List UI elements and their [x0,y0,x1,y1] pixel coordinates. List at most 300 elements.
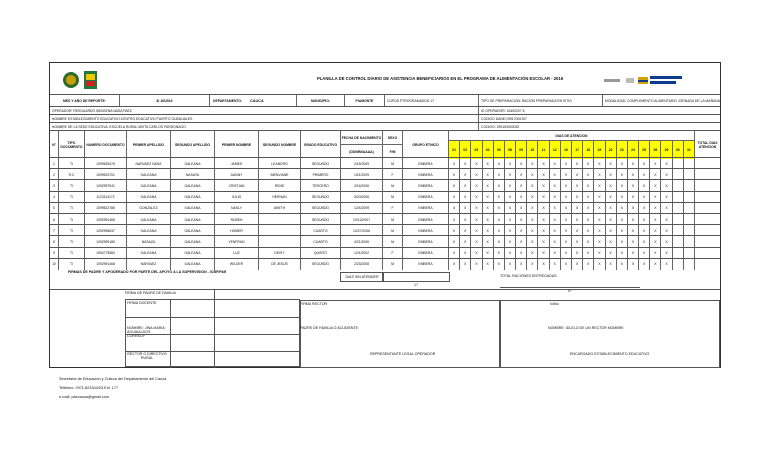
attendance-mark[interactable]: X [627,192,638,203]
attendance-mark[interactable]: X [560,214,571,225]
attendance-mark[interactable]: X [482,158,493,169]
day-header-19: 19 [593,141,604,159]
attendance-mark[interactable]: X [616,236,627,247]
attendance-mark[interactable]: X [660,203,671,214]
attendance-mark[interactable]: X [560,192,571,203]
day-header-31: 31 [683,141,694,159]
total-entregado: TOTAL RACIONES ENTREGADAS [500,274,557,278]
attendance-mark[interactable]: X [448,180,459,191]
cell-n2: DE JESUS [258,259,300,270]
attendance-mark[interactable]: X [627,180,638,191]
attendance-mark[interactable]: X [504,180,515,191]
cell-a2: GALEANA [170,203,214,214]
total-cell [694,259,720,270]
cell-n2: DEISY [258,248,300,259]
attendance-mark[interactable]: X [660,236,671,247]
attendance-mark[interactable]: X [560,158,571,169]
cell-grado: SEGUNDO [300,158,340,169]
attendance-mark[interactable]: X [537,180,548,191]
attendance-mark[interactable]: X [571,203,582,214]
cell-a1: GALEANA [126,225,170,236]
cell-etnia: EMBERA [402,192,448,203]
attendance-mark[interactable]: X [470,180,481,191]
contact-line-3: e-mail: paecauca@gmail.com [59,395,110,399]
page-title: PLANILLA DE CONTROL DIARIO DE ASISTENCIA BENEFICIARIOS EN EL PROGRAMA DE ALIMENTACIÓN ESCOLAR - 2016 [316,76,564,81]
count-17: 17 [414,283,418,287]
attendance-mark[interactable]: X [593,192,604,203]
column-header [50,130,720,158]
attendance-mark[interactable]: X [493,225,504,236]
attendance-mark[interactable]: X [493,158,504,169]
attendance-mark[interactable]: X [482,248,493,259]
enc-est-box [500,300,720,368]
cell-grado: SEGUNDO [300,192,340,203]
cell-grado: SEGUNDO [300,259,340,270]
cell-a2: GALEANA [170,236,214,247]
attendance-mark[interactable]: X [549,192,560,203]
cell-etnia: EMBERA [402,158,448,169]
cell-fecha: 12/1/2002 [340,248,382,259]
attendance-mark[interactable]: X [537,169,548,180]
cell-fecha: 10/12/2007 [340,214,382,225]
attendance-mark[interactable]: X [504,169,515,180]
attendance-mark[interactable]: X [605,214,616,225]
attendance-mark[interactable]: X [549,158,560,169]
attendance-mark[interactable]: X [459,192,470,203]
attendance-mark[interactable]: X [571,192,582,203]
attendance-mark[interactable]: X [560,169,571,180]
cell-grado: QUINTO [300,248,340,259]
attendance-mark[interactable]: X [571,214,582,225]
attendance-mark[interactable]: X [515,248,526,259]
attendance-mark[interactable]: X [515,203,526,214]
attendance-mark[interactable]: X [571,225,582,236]
attendance-mark[interactable]: X [470,169,481,180]
attendance-mark[interactable]: X [448,214,459,225]
attendance-mark[interactable]: X [526,192,537,203]
attendance-mark[interactable]: X [627,248,638,259]
ministry-logo [600,71,720,89]
attendance-mark[interactable]: X [571,169,582,180]
cell-etnia: EMBERA [402,214,448,225]
attendance-mark[interactable]: X [649,248,660,259]
attendance-mark[interactable]: X [549,214,560,225]
attendance-mark[interactable]: X [582,169,593,180]
attendance-mark[interactable]: X [627,225,638,236]
attendance-mark[interactable]: X [627,259,638,270]
attendance-mark[interactable]: X [504,214,515,225]
attendance-mark[interactable]: X [649,203,660,214]
attendance-mark[interactable]: X [649,236,660,247]
attendance-mark[interactable]: X [638,214,649,225]
attendance-mark[interactable]: X [582,158,593,169]
attendance-mark[interactable]: X [537,192,548,203]
attendance-mark[interactable]: X [482,214,493,225]
rep-legal-box [300,300,500,368]
attendance-mark[interactable]: X [448,259,459,270]
cell-sexo: F [382,248,402,259]
apoderado-label: PADRE DE FAMILIA O ACUDIENTE [300,326,359,330]
attendance-mark[interactable]: X [638,248,649,259]
attendance-mark[interactable]: X [537,236,548,247]
cell-n1: JULIO [214,192,258,203]
quota-label: CUPOS PTROGRAMADOS 17 [384,95,478,107]
day-header-08: 08 [504,141,515,159]
attendance-mark[interactable]: X [482,180,493,191]
attendance-mark[interactable]: X [470,225,481,236]
attendance-mark[interactable]: X [515,192,526,203]
attendance-mark[interactable]: X [493,192,504,203]
cell-etnia: EMBERA [402,225,448,236]
attendance-mark[interactable]: X [526,169,537,180]
day-header-30: 30 [672,141,683,159]
attendance-mark[interactable]: X [649,214,660,225]
attendance-mark[interactable]: X [582,203,593,214]
attendance-mark[interactable]: X [593,169,604,180]
attendance-mark[interactable]: X [549,236,560,247]
attendance-mark[interactable]: X [504,248,515,259]
cell-sexo: M [382,158,402,169]
cell-n: 3 [53,183,55,188]
attendance-mark[interactable]: X [571,236,582,247]
cell-n1: WILDER [214,259,258,270]
attendance-mark[interactable] [672,259,683,270]
attendance-mark[interactable]: X [482,192,493,203]
attendance-mark[interactable]: X [560,236,571,247]
attendance-mark[interactable]: X [448,203,459,214]
attendance-mark[interactable]: X [605,259,616,270]
attendance-mark[interactable]: X [605,225,616,236]
attendance-mark[interactable]: X [470,214,481,225]
attendance-mark[interactable]: X [504,225,515,236]
attendance-mark[interactable]: X [660,214,671,225]
attendance-mark[interactable]: X [537,203,548,214]
attendance-mark[interactable]: X [459,259,470,270]
attendance-mark[interactable]: X [638,192,649,203]
attendance-mark[interactable]: X [627,236,638,247]
attendance-mark[interactable]: X [571,259,582,270]
attendance-mark[interactable]: X [571,180,582,191]
attendance-mark[interactable]: X [593,248,604,259]
cell-a2: GALEANA [170,192,214,203]
attendance-mark[interactable]: X [582,259,593,270]
count-17-box [382,272,450,287]
cell-n1: RUBEN [214,214,258,225]
cell-fecha: 5/20/2006 [340,192,382,203]
attendance-mark[interactable]: X [582,236,593,247]
attendance-mark[interactable]: X [470,192,481,203]
attendance-mark[interactable]: X [537,259,548,270]
attendance-mark[interactable]: X [660,259,671,270]
attendance-mark[interactable]: X [493,180,504,191]
attendance-mark[interactable]: X [482,259,493,270]
attendance-mark[interactable]: X [459,236,470,247]
attendance-mark[interactable]: X [549,259,560,270]
cell-fecha: 10/27/2006 [340,225,382,236]
attendance-mark[interactable]: X [448,169,459,180]
cell-fecha: 4/21/2006 [340,236,382,247]
attendance-mark[interactable]: X [537,248,548,259]
attendance-mark[interactable]: X [459,158,470,169]
vobo-label: VoBo [550,302,559,306]
col-sex: SEXO [382,131,402,144]
attendance-mark[interactable]: X [582,180,593,191]
table-row [50,258,720,270]
cell-etnia: EMBERA [402,236,448,247]
attendance-mark[interactable]: X [549,225,560,236]
attendance-mark[interactable]: X [660,169,671,180]
attendance-mark[interactable]: X [616,192,627,203]
cell-fecha: 2/23/2008 [340,259,382,270]
cell-n: 2 [53,172,55,177]
attendance-mark[interactable]: X [493,214,504,225]
day-header-09: 09 [515,141,526,159]
attendance-mark[interactable]: X [593,259,604,270]
attendance-mark[interactable]: X [638,259,649,270]
cell-a2: NASAYA [170,169,214,180]
cell-n1: YENFRAN [214,236,258,247]
attendance-mark[interactable]: X [638,225,649,236]
attendance-mark[interactable]: X [560,180,571,191]
cell-fecha: 2/15/2009 [340,158,382,169]
attendance-mark[interactable]: X [493,236,504,247]
attendance-mark[interactable]: X [526,180,537,191]
cell-a1: NARVAEZ NASA [126,158,170,169]
attendance-mark[interactable]: X [515,214,526,225]
attendance-mark[interactable]: X [638,169,649,180]
attendance-mark[interactable]: X [504,259,515,270]
attendance-mark[interactable]: X [593,214,604,225]
attendance-mark[interactable]: X [448,236,459,247]
attendance-mark[interactable]: X [515,225,526,236]
attendance-mark[interactable]: X [560,203,571,214]
attendance-mark[interactable]: X [526,203,537,214]
attendance-mark[interactable]: X [582,192,593,203]
attendance-mark[interactable]: X [560,248,571,259]
attendance-mark[interactable]: X [616,248,627,259]
attendance-mark[interactable]: X [448,225,459,236]
cell-n1: JAMES [214,158,258,169]
attendance-mark[interactable]: X [549,180,560,191]
attendance-mark[interactable]: X [482,169,493,180]
cell-tipo: TI [58,203,84,214]
attendance-mark[interactable]: X [605,192,616,203]
site-label: NOMBRE DE LA SEDE EDUCATIVA: ESCUELA RURAL MIXTA CARLOS PARDONAGO [52,125,186,129]
attendance-mark[interactable]: X [582,248,593,259]
attendance-mark[interactable]: X [616,180,627,191]
attendance-mark[interactable]: X [493,259,504,270]
cell-doc: 1092997941 [84,180,126,191]
attendance-mark[interactable]: X [616,259,627,270]
cell-tipo: TI [58,180,84,191]
attendance-mark[interactable]: X [526,259,537,270]
attendance-mark[interactable]: X [605,169,616,180]
col-doc-number: NUMERO DOCUMENTO [84,131,126,158]
attendance-mark[interactable]: X [448,192,459,203]
attendance-mark[interactable]: X [459,169,470,180]
cell-a1: GONZALEZ [126,203,170,214]
attendance-mark[interactable]: X [605,203,616,214]
day-header-16: 16 [560,141,571,159]
attendance-mark[interactable]: X [560,225,571,236]
signature-grid-right [300,289,720,368]
attendance-mark[interactable]: X [493,203,504,214]
attendance-mark[interactable]: X [482,236,493,247]
attendance-mark[interactable]: X [515,259,526,270]
attendance-mark[interactable]: X [560,259,571,270]
cell-n1: NASLY [214,203,258,214]
count-97-box [500,279,640,293]
attendance-mark[interactable]: X [459,180,470,191]
attendance-mark[interactable]: X [616,203,627,214]
attendance-mark[interactable]: X [627,169,638,180]
attendance-mark[interactable]: X [448,248,459,259]
attendance-mark[interactable]: X [515,236,526,247]
cell-tipo: R.C [58,169,84,180]
attendance-mark[interactable]: X [649,225,660,236]
cell-n2: ANETH [258,203,300,214]
attendance-mark[interactable]: X [627,158,638,169]
attendance-mark[interactable]: X [504,203,515,214]
attendance-mark[interactable]: X [660,192,671,203]
cell-tipo: TI [58,236,84,247]
attendance-mark[interactable]: X [616,214,627,225]
cell-grado: CUARTO [300,236,340,247]
attendance-mark[interactable]: X [470,259,481,270]
cell-doc: 1099523701 [84,169,126,180]
cell-fecha: 2/16/2006 [340,180,382,191]
attendance-mark[interactable]: X [660,225,671,236]
attendance-mark[interactable]: X [515,169,526,180]
attendance-mark[interactable]: X [482,225,493,236]
attendance-mark[interactable]: X [549,203,560,214]
attendance-mark[interactable]: X [526,214,537,225]
attendance-mark[interactable]: X [627,214,638,225]
attendance-mark[interactable]: X [660,248,671,259]
attendance-mark[interactable]: X [638,158,649,169]
attendance-mark[interactable]: X [649,158,660,169]
attendance-mark[interactable]: X [448,158,459,169]
attendance-mark[interactable]: X [582,225,593,236]
attendance-mark[interactable]: X [616,158,627,169]
attendance-mark[interactable]: X [482,203,493,214]
day-header-26: 26 [649,141,660,159]
attendance-mark[interactable]: X [470,203,481,214]
attendance-mark[interactable]: X [537,214,548,225]
cell-a1: GALEANA [126,192,170,203]
cell-etnia: EMBERA [402,248,448,259]
month-value: 8/ 16/2016 [119,95,209,107]
attendance-mark[interactable]: X [571,248,582,259]
attendance-mark[interactable]: X [616,169,627,180]
cell-a2: GALEANA [170,158,214,169]
attendance-mark[interactable]: X [504,158,515,169]
col-surname2: SEGUNDO APELLIDO [170,131,214,158]
attendance-mark[interactable]: X [537,225,548,236]
cell-n1: CRISTIAN [214,180,258,191]
day-header-10: 10 [526,141,537,159]
attendance-mark[interactable] [683,259,694,270]
attendance-mark[interactable]: X [593,180,604,191]
attendance-mark[interactable]: X [593,236,604,247]
attendance-mark[interactable]: X [459,248,470,259]
firmas-row-label: FIRMAS DE PADRE Y APODERADO POR PARTE DEL APOYO A LA SUPERVISION - ICBF/PAE [68,270,227,274]
attendance-mark[interactable]: X [638,203,649,214]
attendance-mark[interactable]: X [504,192,515,203]
contact-line-1: Secretaría de Educación y Cultura del Departamento del Cauca [59,377,167,381]
attendance-mark[interactable]: X [504,236,515,247]
signature-grid-left [50,289,300,367]
attendance-mark[interactable]: X [526,158,537,169]
cell-n2: RENE [258,180,300,191]
col-sex-sub: F/M [382,144,402,158]
cell-a1: NARVAEZ [126,259,170,270]
attendance-mark[interactable]: X [660,180,671,191]
attendance-mark[interactable]: X [515,158,526,169]
attendance-mark[interactable]: X [470,158,481,169]
attendance-mark[interactable]: X [526,248,537,259]
attendance-mark[interactable]: X [493,248,504,259]
attendance-mark[interactable]: X [649,169,660,180]
attendance-mark[interactable]: X [549,248,560,259]
cell-n: 1 [53,161,55,166]
attendance-mark[interactable]: X [571,158,582,169]
attendance-mark[interactable]: X [493,169,504,180]
day-header-04: 04 [482,141,493,159]
cell-etnia: EMBERA [402,203,448,214]
cell-n: 4 [53,195,55,200]
attendance-mark[interactable]: X [627,203,638,214]
cell-doc: 1092991468 [84,259,126,270]
cell-tipo: TI [58,192,84,203]
attendance-mark[interactable]: X [593,158,604,169]
attendance-mark[interactable]: X [649,259,660,270]
attendance-mark[interactable]: X [515,180,526,191]
attendance-mark[interactable]: X [616,225,627,236]
attendance-mark[interactable]: X [605,248,616,259]
attendance-mark[interactable]: X [459,203,470,214]
attendance-mark[interactable]: X [526,236,537,247]
cell-n1: LUZ [214,248,258,259]
col-days-label: DIAS DE ATENCION [448,131,694,140]
cell-a1: GALEANA [126,180,170,191]
attendance-mark[interactable]: X [537,158,548,169]
attendance-mark[interactable]: X [593,225,604,236]
attendance-mark[interactable]: X [526,225,537,236]
operator-label: OPERADOR: RESGUARDO INDIGENA NASA PAEZ [52,109,132,113]
attendance-mark[interactable]: X [470,248,481,259]
attendance-mark[interactable]: X [605,158,616,169]
attendance-mark[interactable]: X [582,214,593,225]
attendance-mark[interactable]: X [593,203,604,214]
attendance-mark[interactable]: X [605,180,616,191]
cell-doc: 1123114172 [84,192,126,203]
attendance-mark[interactable]: X [470,236,481,247]
cell-fecha: 10/1/2009 [340,169,382,180]
day-header-24: 24 [627,141,638,159]
attendance-mark[interactable]: X [549,169,560,180]
cell-a2: GALEANA [170,180,214,191]
attendance-mark[interactable]: X [649,192,660,203]
attendance-mark[interactable]: X [638,180,649,191]
attendance-mark[interactable]: X [649,180,660,191]
attendance-mark[interactable]: X [459,225,470,236]
attendance-mark[interactable]: X [660,158,671,169]
attendance-mark[interactable]: X [605,236,616,247]
attendance-mark[interactable]: X [459,214,470,225]
cell-doc: 1099522785 [84,203,126,214]
attendance-mark[interactable]: X [638,236,649,247]
